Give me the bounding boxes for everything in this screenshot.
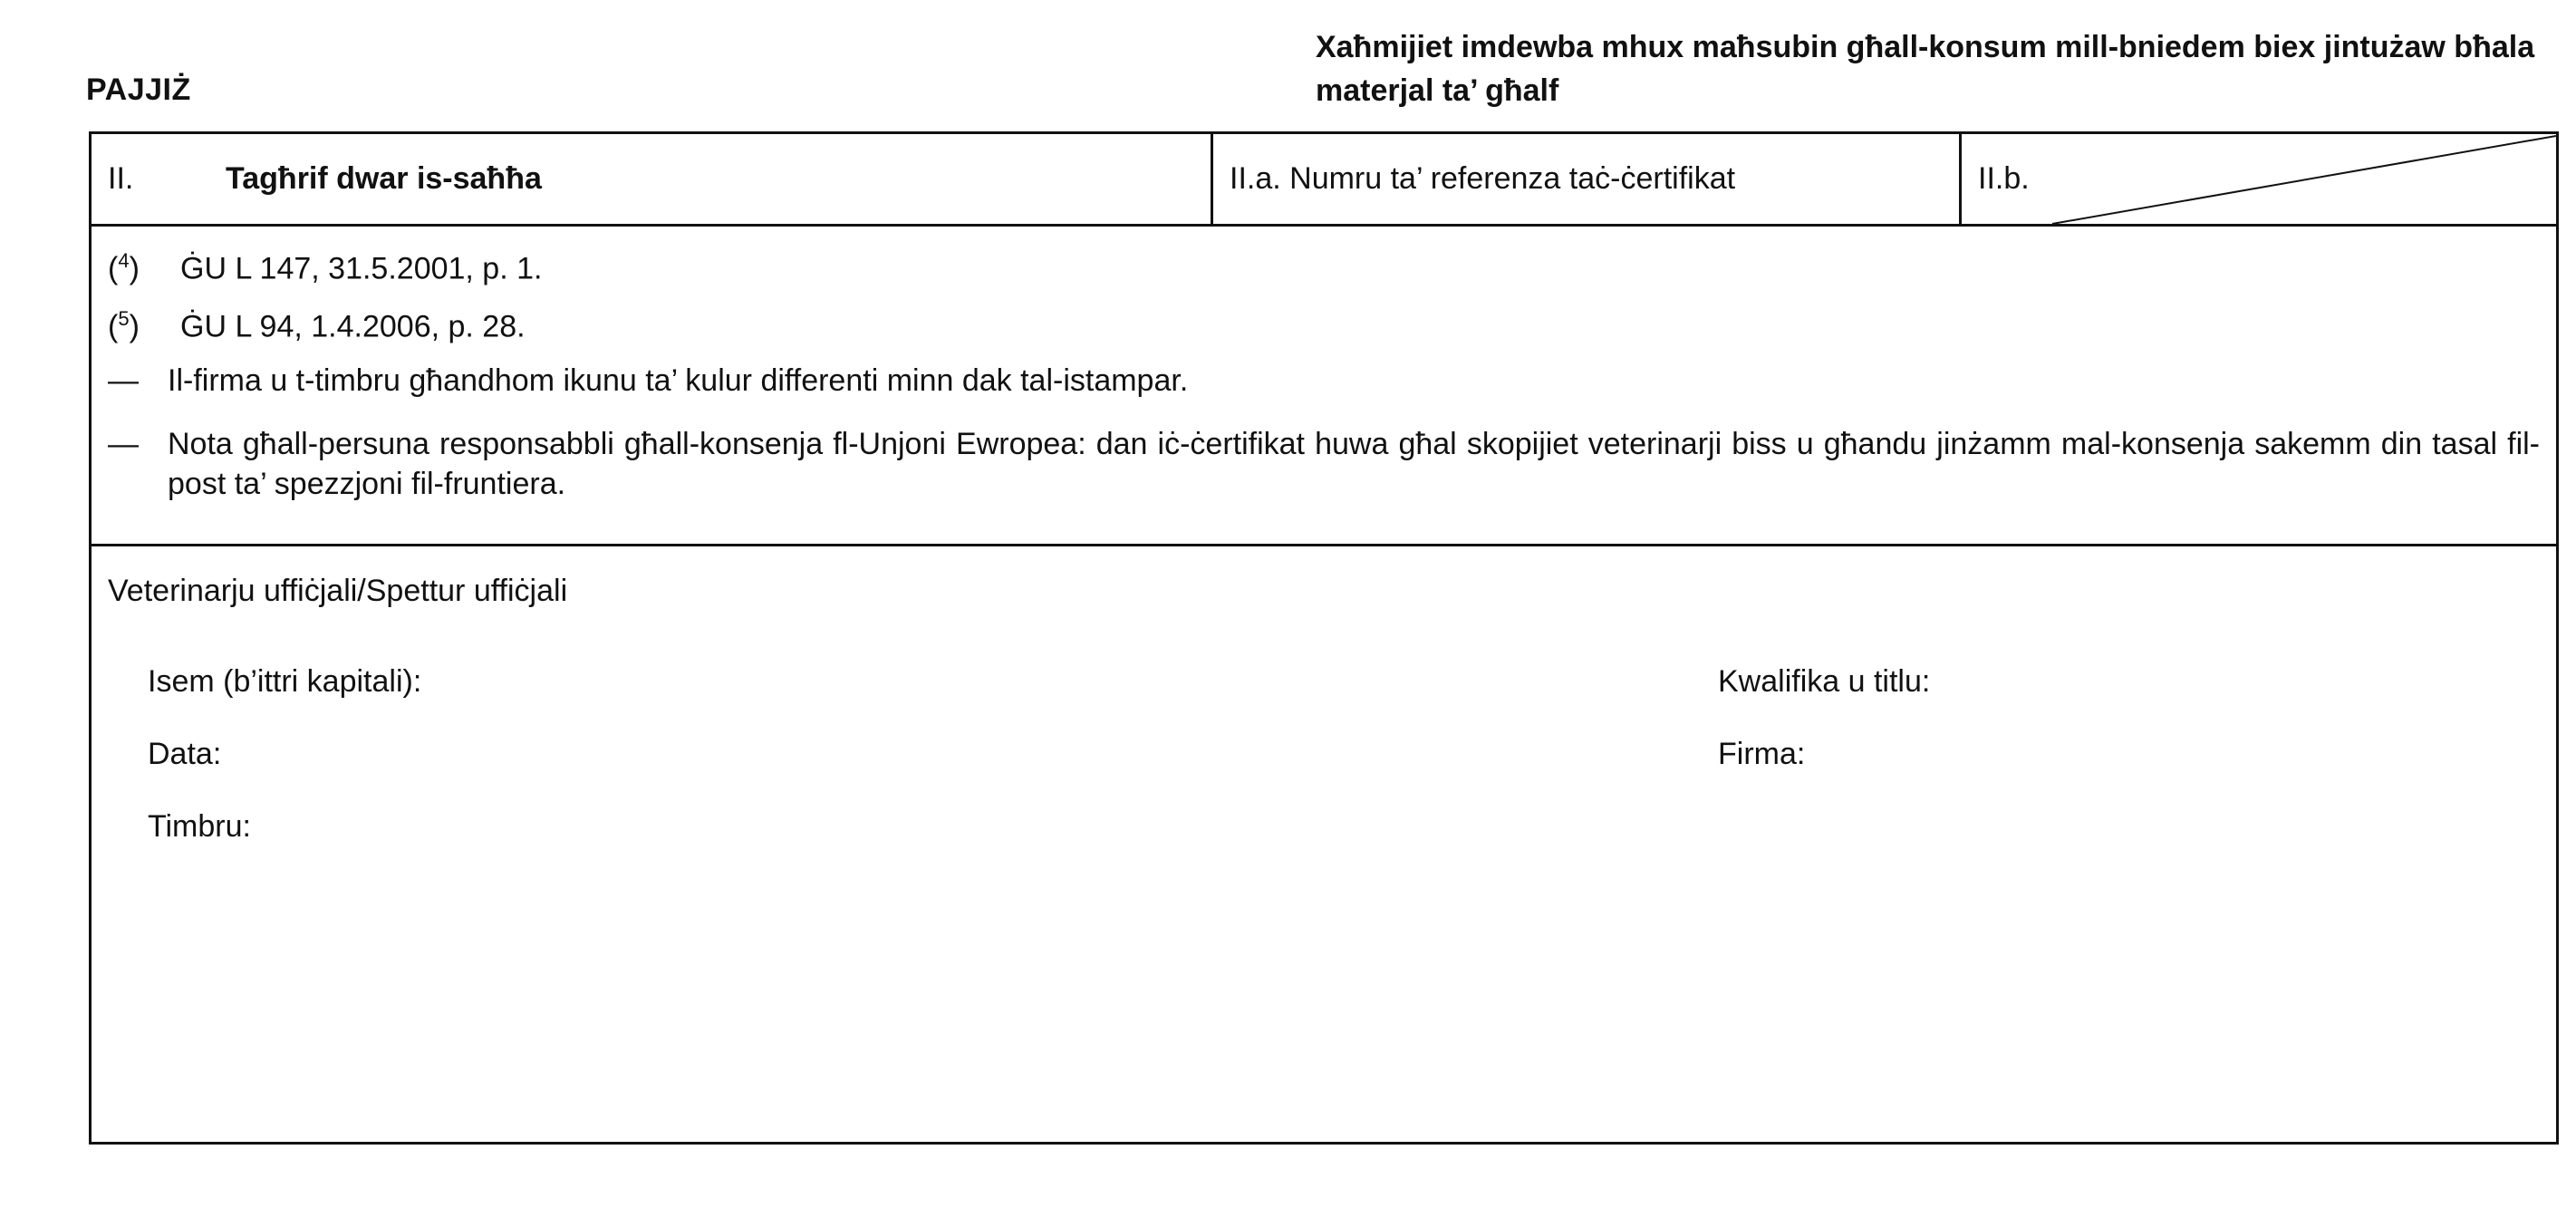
name-label: Isem (b’ittri kapitali): <box>148 664 422 699</box>
footnote-text: ĠU L 94, 1.4.2006, p. 28. <box>180 309 526 344</box>
diagonal-strike-line <box>1962 134 2556 224</box>
health-information-table <box>89 131 2559 1145</box>
note-text: Il-firma u t-timbru għandhom ikunu ta’ kulur differenti minn dak tal-istampar. <box>168 363 1189 398</box>
stamp-label: Timbru: <box>148 809 251 844</box>
date-label: Data: <box>148 737 222 771</box>
section-header-row <box>92 134 2556 227</box>
dash-bullet: — <box>108 427 139 461</box>
note-item-consignment <box>108 424 2540 504</box>
signature-section <box>92 546 2556 1142</box>
qualification-label: Kwalifika u titlu: <box>1718 664 1931 699</box>
country-label: PAJJIŻ <box>86 72 191 107</box>
note-item-signature-colour <box>108 361 2540 401</box>
signature-label: Firma: <box>1718 737 1806 771</box>
reference-number-cell <box>1213 134 1962 224</box>
section-title: Tagħrif dwar is-saħħa <box>226 161 542 196</box>
section-title-cell <box>92 134 1213 224</box>
official-veterinarian-heading: Veterinarju uffiċjali/Spettur uffiċjali <box>108 574 568 608</box>
note-text: Nota għall-persuna responsabbli għall-konsenja fl-Unjoni Ewropea: dan iċ-ċertifikat huwa għal skopijiet veterinarji biss u għandu jinżamm mal-konsenja sakemm din tasal fil-post ta’ spezzjoni fil-fruntiera. <box>168 427 2540 501</box>
certificate-title: Xaħmijiet imdewba mhux maħsubin għall-konsum mill-bniedem biex jintużaw bħala materjal ta’ għalf <box>1316 30 2535 108</box>
notes-section <box>92 227 2556 546</box>
section-number: II. <box>108 161 134 196</box>
dash-bullet: — <box>108 363 139 398</box>
iib-label: II.b. <box>1978 161 2030 196</box>
footnote-text: ĠU L 147, 31.5.2001, p. 1. <box>180 251 543 286</box>
footnote-marker: 5 <box>118 307 130 330</box>
footnote-5: ($^5$) ĠU L 94, 1.4.2006, p. 28. <box>108 307 526 344</box>
footnote-4: ($^4$) ĠU L 147, 31.5.2001, p. 1. <box>108 249 543 286</box>
reference-number-label: II.a. Numru ta’ referenza taċ-ċertifikat <box>1230 161 1736 196</box>
footnote-marker: 4 <box>118 249 130 272</box>
